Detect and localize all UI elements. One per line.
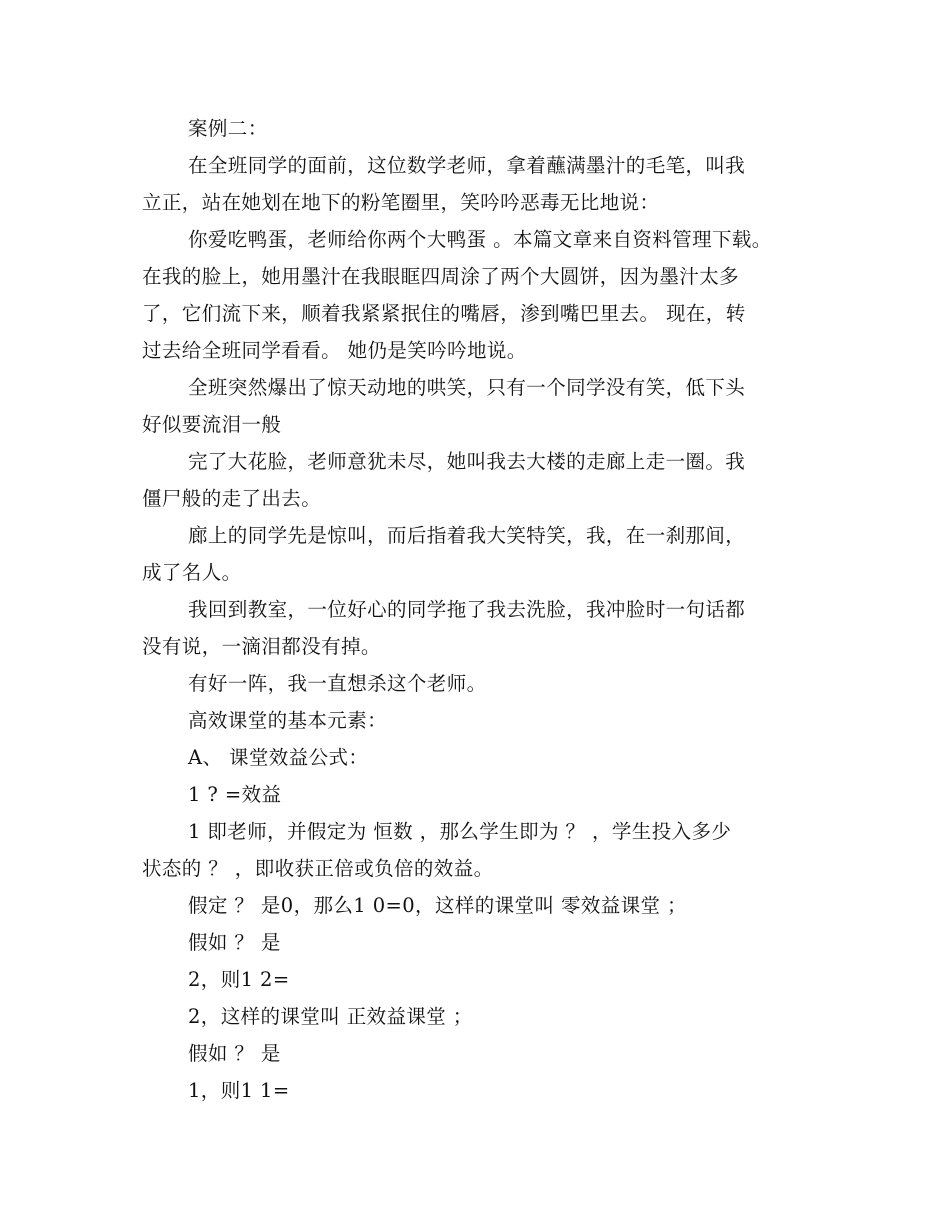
- text-line: 在全班同学的面前，这位数学老师，拿着蘸满墨汁的毛笔，叫我: [188, 154, 746, 177]
- text-line: 高效课堂的基本元素：: [188, 709, 388, 732]
- text-line: 你爱吃鸭蛋，老师给你两个大鸭蛋 。本篇文章来自资料管理下载。: [188, 228, 772, 251]
- text-line: 完了大花脸，老师意犹未尽，她叫我去大楼的走廊上走一圈。我: [188, 450, 746, 473]
- text-line: 了，它们流下来，顺着我紧紧抿住的嘴唇，渗到嘴巴里去。 现在，转: [142, 302, 746, 325]
- text-line: A、 课堂效益公式：: [188, 746, 369, 769]
- text-line: 2，则1 2=: [188, 968, 290, 991]
- text-line: 1 即老师，并假定为 恒数 ，那么学生即为 ？ ，学生投入多少: [188, 820, 732, 843]
- text-line: 假定 ？ 是0，那么1 0=0，这样的课堂叫 零效益课堂 ；: [188, 894, 687, 917]
- text-line: 1 ? =效益: [188, 783, 282, 806]
- text-line: 好似要流泪一般: [142, 413, 282, 436]
- text-line: 僵尸般的走了出去。: [142, 487, 322, 510]
- text-line: 1，则1 1=: [188, 1079, 290, 1102]
- text-line: 假如 ？ 是: [188, 931, 281, 954]
- text-line: 立正，站在她划在地下的粉笔圈里，笑吟吟恶毒无比地说：: [142, 191, 660, 214]
- text-line: 2，这样的课堂叫 正效益课堂 ；: [188, 1005, 473, 1028]
- text-line: 廊上的同学先是惊叫，而后指着我大笑特笑，我，在一刹那间，: [188, 524, 746, 547]
- text-line: 有好一阵，我一直想杀这个老师。: [188, 672, 487, 695]
- text-line: 全班突然爆出了惊天动地的哄笑，只有一个同学没有笑，低下头: [188, 376, 746, 399]
- text-line: 假如 ？ 是: [188, 1042, 281, 1065]
- text-line: 状态的 ？ ，即收获正倍或负倍的效益。: [142, 857, 494, 880]
- text-line: 没有说，一滴泪都没有掉。: [142, 635, 381, 658]
- text-line: 案例二：: [188, 117, 268, 140]
- text-line: 过去给全班同学看看。 她仍是笑吟吟地说。: [142, 339, 527, 362]
- text-line: 成了名人。: [142, 561, 242, 584]
- text-line: 在我的脸上，她用墨汁在我眼眶四周涂了两个大圆饼，因为墨汁太多: [142, 265, 740, 288]
- text-line: 我回到教室，一位好心的同学拖了我去洗脸，我冲脸时一句话都: [188, 598, 746, 621]
